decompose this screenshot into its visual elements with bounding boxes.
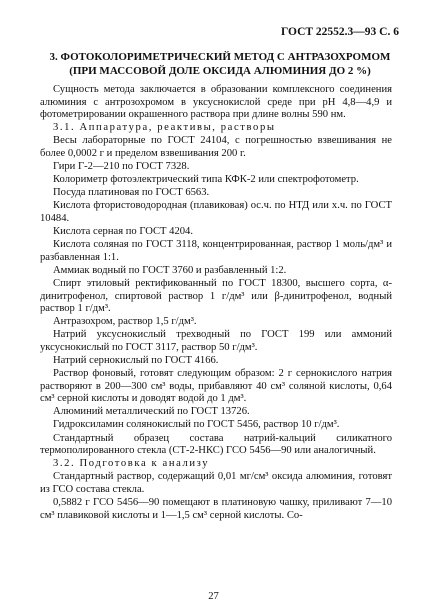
paragraph-standard-sample: Стандартный образец состава натрий-кальций силикатного термополированного стекла (СТ-2-НКС) ГСО 5456—90 или аналогичный. [40, 432, 392, 457]
subsection-heading-preparation: 3.2. Подготовка к анализу [53, 458, 210, 470]
paragraph-hydrochloric-acid: Кислота соляная по ГОСТ 3118, концентрированная, раствор 1 моль/дм³ и разбавленная 1:1. [40, 239, 392, 263]
paragraph-platinum-ware: Посуда платиновая по ГОСТ 6563. [53, 187, 210, 199]
paragraph-scales: Весы лабораторные по ГОСТ 24104, с погрешностью взвешивания не более 0,0002 г и пределом взвешивания 200 г. [40, 135, 392, 159]
paragraph-aluminium-metal: Алюминий металлический по ГОСТ 13726. [53, 406, 250, 418]
paragraph-sample-procedure: 0,5882 г ГСО 5456—90 помещают в платиновую чашку, приливают 7—10 см³ плавиковой кислоты и 1—1,5 см³ серной кислоты. Со- [40, 497, 392, 521]
paragraph-sodium-acetate: Натрий уксуснокислый трехводный по ГОСТ 199 или аммоний уксуснокислый по ГОСТ 3117, раствор 50 г/дм³. [40, 329, 392, 353]
page-header: ГОСТ 22552.3—93 С. 6 [280, 26, 399, 38]
paragraph-hydroxylamine: Гидроксиламин солянокислый по ГОСТ 5456, раствор 10 г/дм³. [53, 419, 340, 431]
paragraph-ammonia: Аммиак водный по ГОСТ 3760 и разбавленный 1:2. [53, 264, 287, 276]
paragraph-method-essence: Сущность метода заключается в образовании комплексного соединения алюминия с антрозохромом в уксуснокислой среде при рН 4,8—4,9 и фотометрировании окрашенного раствора при длине волны 590 нм. [40, 84, 392, 121]
paragraph-background-solution: Раствор фоновый, готовят следующим образом: 2 г сернокислого натрия растворяют в 200—300 см³ воды, прибавляют 40 см³ соляной кислоты, 0,64 см³ серной кислоты и доводят водой до 1 дм³. [40, 368, 392, 405]
section-title-line-2: (ПРИ МАССОВОЙ ДОЛЕ ОКСИДА АЛЮМИНИЯ ДО 2 %) [69, 65, 371, 77]
subsection-heading-equipment: 3.1. Аппаратура, реактивы, растворы [53, 122, 276, 134]
paragraph-sulfuric-acid: Кислота серная по ГОСТ 4204. [53, 226, 193, 238]
paragraph-hydrofluoric-acid: Кислота фтористоводородная (плавиковая) ос.ч. по НТД или х.ч. по ГОСТ 10484. [40, 200, 392, 224]
paragraph-ethyl-alcohol: Спирт этиловый ректификованный по ГОСТ 18300, высшего сорта, α-динитрофенол, спиртовой раствор 1 г/дм³ или β-динитрофенол, водный раствор 1 г/дм³. [40, 277, 392, 315]
page-number: 27 [208, 591, 219, 602]
section-title [40, 50, 400, 78]
paragraph-anthrazochrome: Антразохром, раствор 1,5 г/дм³. [53, 316, 197, 328]
paragraph-standard-solution: Стандартный раствор, содержащий 0,01 мг/см³ оксида алюминия, готовят из ГСО состава стекла. [40, 471, 392, 495]
section-title-line-1: 3. ФОТОКОЛОРИМЕТРИЧЕСКИЙ МЕТОД С АНТРАЗОХРОМОМ [49, 51, 391, 63]
body-text [40, 84, 392, 523]
paragraph-colorimeter: Колориметр фотоэлектрический типа КФК-2 или спектрофотометр. [53, 174, 359, 186]
paragraph-sodium-sulfate: Натрий сернокислый по ГОСТ 4166. [53, 354, 219, 366]
paragraph-weights: Гири Г-2—210 по ГОСТ 7328. [53, 161, 190, 173]
